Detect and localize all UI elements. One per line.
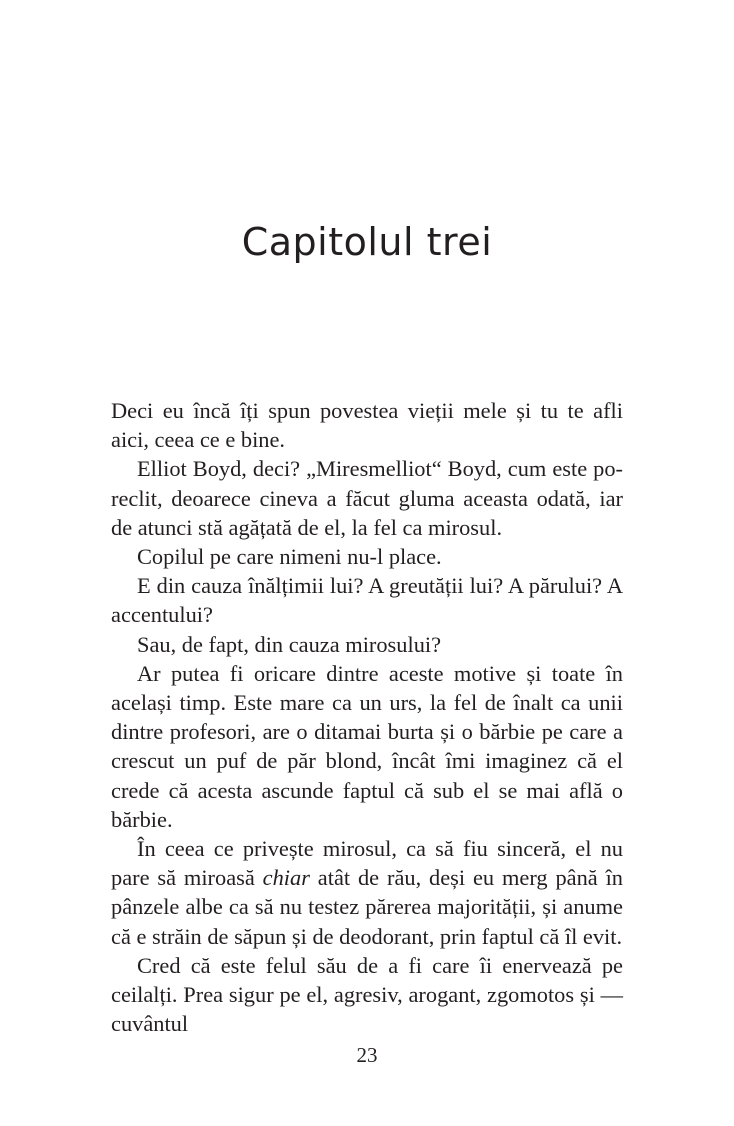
paragraph: Cred că este felul său de a fi care îi enervează pe ceilalți. Prea sigur pe el, agresiv, arogant, zgomotos și — cuvântul xyxy=(111,952,623,1037)
paragraph: Copilul pe care nimeni nu-l place. xyxy=(137,544,442,570)
paragraph xyxy=(111,834,623,951)
paragraph: Ar putea fi oricare dintre aceste motive și toate în același timp. Este mare ca un urs, la fel de înalt ca unii dintre profesori, are o ditamai burta și o bărbie pe care a crescut un puf de păr blond, încât îmi imaginez că el crede că acesta ascunde faptul că sub el se mai află o bărbie. xyxy=(111,660,623,832)
paragraph: Sau, de fapt, din cauza mirosului? xyxy=(137,631,442,657)
paragraph-text: atât de rău, deși eu merg până în pânzele albe ca să nu testez părerea majorității, și anume că e străin de săpun și de deodorant, prin faptul că îl evit. xyxy=(111,865,624,949)
paragraph: E din cauza înălțimii lui? A greutății lui? A părului? A accentului? xyxy=(111,573,623,628)
body-text xyxy=(111,396,623,1038)
paragraph-text: În ceea ce privește mirosul, ca să fiu sinceră, el nu pare să miroasă xyxy=(111,836,623,891)
paragraph: Deci eu încă îți spun povestea vieții mele și tu te afli aici, ceea ce e bine. xyxy=(111,398,623,453)
page-number: 23 xyxy=(356,1043,378,1067)
chapter-title: Capitolul trei xyxy=(241,220,493,264)
emphasis-text: chiar xyxy=(262,865,310,891)
paragraph: Elliot Boyd, deci? „Miresmelliot“ Boyd, cum este poreclit, deoarece cineva a făcut gluma aceasta odată, iar de atunci stă agățată de el, la fel ca mirosul. xyxy=(111,456,623,540)
